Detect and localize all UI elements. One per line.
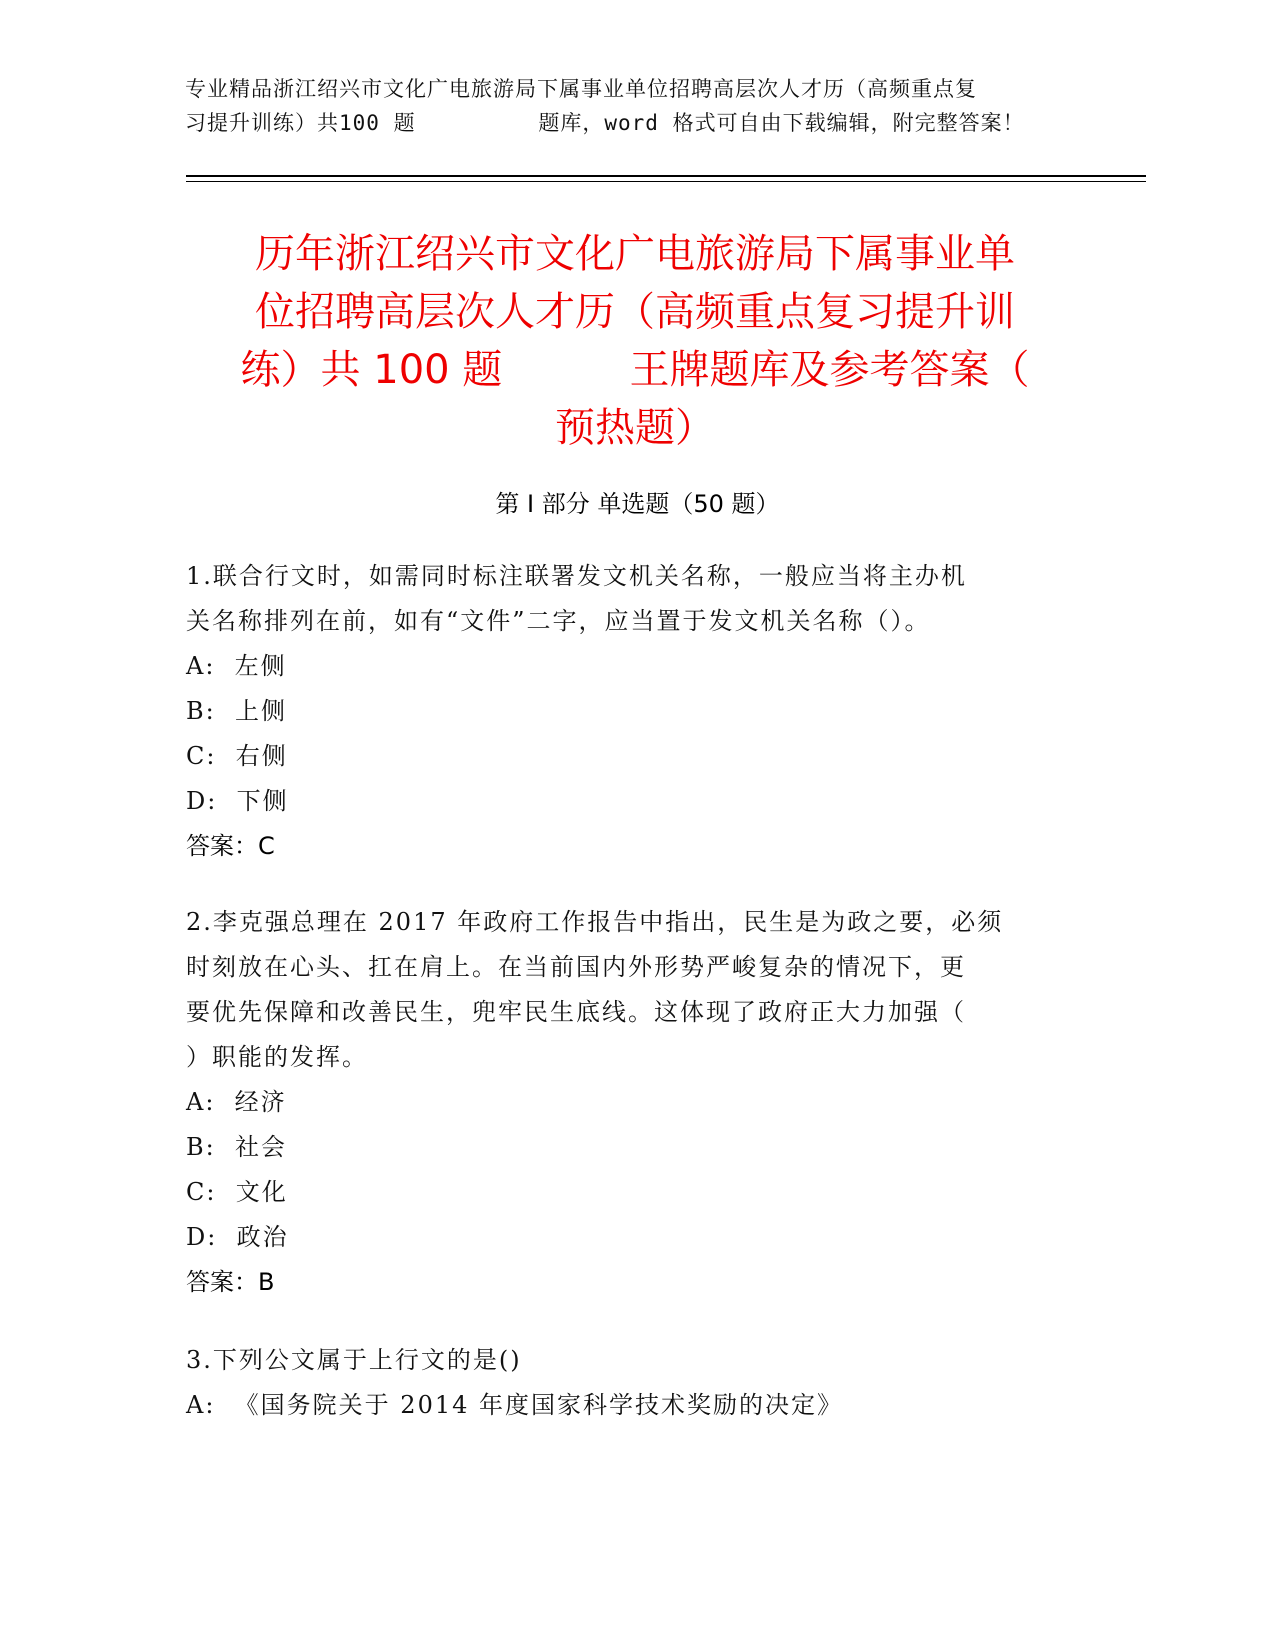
header-divider-thick [186,175,1146,177]
question-stem: 3.下列公文属于上行文的是() [186,1346,522,1374]
question-stem: ）职能的发挥。 [186,1043,368,1071]
title-line: 历年浙江绍兴市文化广电旅游局下属事业单 [255,231,1015,277]
header-line: 习提升训练）共100 题 题库，word 格式可自由下载编辑，附完整答案！ [185,111,1025,135]
question-stem: 2.李克强总理在 2017 年政府工作报告中指出，民生是为政之要，必须 [186,908,1004,936]
option-c: C: 右侧 [186,742,288,770]
option-a: A: 《国务院关于 2014 年度国家科学技术奖励的决定》 [186,1391,844,1419]
document-title [195,225,1075,457]
title-line: 位招聘高层次人才历（高频重点复习提升训 [255,289,1015,335]
question-stem: 1.联合行文时，如需同时标注联署发文机关名称，一般应当将主办机 [186,562,967,590]
answer-label: 答案：C [186,832,275,860]
option-d: D: 政治 [186,1223,289,1251]
header-line: 专业精品浙江绍兴市文化广电旅游局下属事业单位招聘高层次人才历（高频重点复 [185,77,977,101]
option-d: D: 下侧 [186,787,289,815]
option-c: C: 文化 [186,1178,288,1206]
page-header [185,72,1085,140]
question-1 [186,554,1086,869]
question-stem: 关名称排列在前，如有“文件”二字，应当置于发文机关名称（）。 [186,607,931,635]
option-b: B: 社会 [186,1133,287,1161]
question-stem: 要优先保障和改善民生，兜牢民生底线。这体现了政府正大力加强（ [186,998,966,1026]
option-a: A: 经济 [186,1088,287,1116]
title-line: 练）共 100 题 王牌题库及参考答案（ [240,347,1030,393]
title-line: 预热题） [555,405,715,451]
option-a: A: 左侧 [186,652,287,680]
answer-label: 答案：B [186,1268,275,1296]
header-divider-thin [186,181,1146,182]
question-2 [186,900,1086,1305]
option-b: B: 上侧 [186,697,287,725]
question-stem: 时刻放在心头、扛在肩上。在当前国内外形势严峻复杂的情况下，更 [186,953,966,981]
question-3 [186,1338,1086,1428]
section-heading: 第 I 部分 单选题（50 题） [495,490,780,518]
